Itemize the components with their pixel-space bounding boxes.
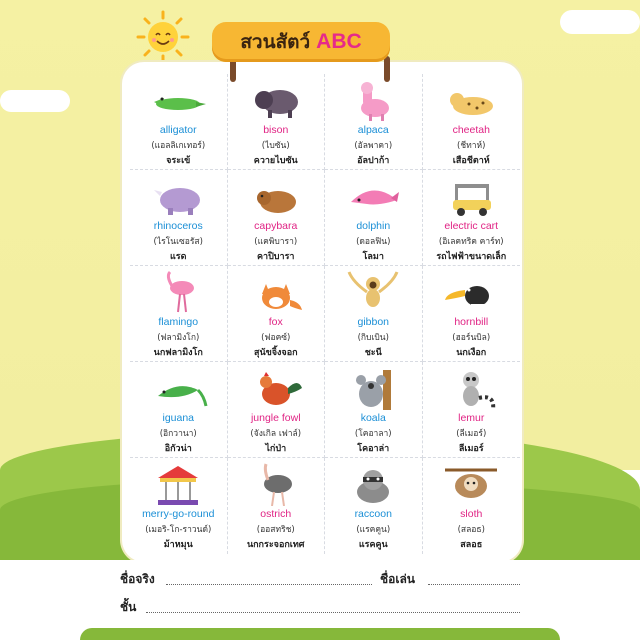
title-banner <box>212 22 390 62</box>
animal-card <box>130 266 228 362</box>
animal-english-name: bison <box>263 124 289 136</box>
animal-thai-name: สลอธ <box>460 540 483 550</box>
sloth-icon <box>441 462 501 506</box>
fox-icon <box>246 270 306 314</box>
animal-card <box>325 170 423 266</box>
animal-english-name: koala <box>360 412 386 424</box>
animal-card <box>130 362 228 458</box>
animal-thai-name: ชะนี <box>364 348 382 358</box>
capybara-icon <box>246 174 306 218</box>
animal-english-name: fox <box>268 316 283 328</box>
animal-english-name: ostrich <box>260 508 292 520</box>
name-label: ชื่อจริง <box>120 572 155 586</box>
animal-thai-name: รถไฟฟ้าขนาดเล็ก <box>436 252 507 262</box>
animal-pronunciation: (ฮอร์นบิล) <box>452 333 491 343</box>
raccoon-icon <box>343 462 403 506</box>
animal-card <box>130 458 228 554</box>
animal-card <box>228 362 326 458</box>
animal-pronunciation: (กิบเบิน) <box>357 333 389 343</box>
animal-pronunciation: (แอลลิเกเทอร์) <box>151 141 206 151</box>
animal-pronunciation: (ไรโนเซอรัส) <box>153 237 203 247</box>
animal-grid <box>130 74 520 554</box>
animal-pronunciation: (อิเลคทริค คาร์ท) <box>438 237 504 247</box>
animal-card <box>228 458 326 554</box>
cheetah-icon <box>441 78 501 122</box>
bison-icon <box>246 78 306 122</box>
animal-card <box>228 170 326 266</box>
animal-pronunciation: (อัลพาคา) <box>354 141 393 151</box>
animal-english-name: alligator <box>159 124 197 136</box>
animal-thai-name: ม้าหมุน <box>163 540 193 550</box>
animal-thai-name: นกฟลามิงโก <box>153 348 203 358</box>
animal-card <box>325 74 423 170</box>
lemur-icon <box>441 366 501 410</box>
animal-card <box>325 266 423 362</box>
nickname-field[interactable] <box>428 584 520 585</box>
alligator-icon <box>148 78 208 122</box>
animal-pronunciation: (ฟอคซ์) <box>261 333 291 343</box>
animal-pronunciation: (อิกวานา) <box>159 429 197 439</box>
animal-english-name: raccoon <box>354 508 392 520</box>
animal-pronunciation: (ฟลามิงโก) <box>157 333 200 343</box>
flamingo-icon <box>148 270 208 314</box>
animal-english-name: lemur <box>458 412 485 424</box>
cloud-right-icon <box>560 10 640 34</box>
gibbon-icon <box>343 270 403 314</box>
ostrich-icon <box>246 462 306 506</box>
animal-english-name: sloth <box>460 508 483 520</box>
animal-card <box>325 458 423 554</box>
alpaca-icon <box>343 78 403 122</box>
animal-card <box>228 74 326 170</box>
animal-thai-name: นกกระจอกเทศ <box>246 540 305 550</box>
animal-pronunciation: (จังเกิล เฟาล์) <box>250 429 302 439</box>
cloud-left-icon <box>0 90 70 112</box>
title-english: ABC <box>316 30 362 53</box>
animal-card <box>228 266 326 362</box>
animal-thai-name: ควายไบซัน <box>253 156 298 166</box>
hornbill-icon <box>441 270 501 314</box>
animal-card <box>130 170 228 266</box>
animal-pronunciation: (สลอธ) <box>457 525 485 535</box>
class-label: ชั้น <box>120 600 137 614</box>
animal-pronunciation: (ไบซัน) <box>261 141 290 151</box>
animal-english-name: dolphin <box>356 220 391 232</box>
animal-pronunciation: (ออสทริช) <box>256 525 295 535</box>
animal-thai-name: โลมา <box>362 252 384 262</box>
animal-pronunciation: (เมอริ-โก-ราวนด์) <box>145 525 212 535</box>
animal-thai-name: เสือชีตาห์ <box>452 156 490 166</box>
animal-card <box>423 74 521 170</box>
class-field[interactable] <box>146 612 520 613</box>
animal-english-name: cheetah <box>452 124 490 136</box>
merry-go-round-icon <box>148 462 208 506</box>
animal-english-name: iguana <box>162 412 195 424</box>
koala-icon <box>343 366 403 410</box>
animal-english-name: alpaca <box>357 124 389 136</box>
animal-card <box>325 362 423 458</box>
animal-pronunciation: (ดอลฟิน) <box>356 237 391 247</box>
animal-thai-name: คาปิบารา <box>257 252 295 262</box>
animal-english-name: gibbon <box>357 316 390 328</box>
animal-card <box>423 170 521 266</box>
electric-cart-icon <box>441 174 501 218</box>
animal-thai-name: อิกัวน่า <box>164 444 192 454</box>
name-field[interactable] <box>166 584 372 585</box>
iguana-icon <box>148 366 208 410</box>
animal-pronunciation: (โคอาลา) <box>354 429 392 439</box>
smiling-sun-icon <box>136 10 190 64</box>
rhinoceros-icon <box>148 174 208 218</box>
jungle-fowl-icon <box>246 366 306 410</box>
animal-thai-name: สุนัขจิ้งจอก <box>253 348 298 358</box>
animal-english-name: flamingo <box>158 316 199 328</box>
animal-english-name: electric cart <box>444 220 499 232</box>
animal-english-name: hornbill <box>454 316 489 328</box>
animal-english-name: capybara <box>254 220 298 232</box>
animal-card <box>130 74 228 170</box>
animal-thai-name: โคอาล่า <box>357 444 390 454</box>
animal-english-name: jungle fowl <box>250 412 301 424</box>
animal-english-name: rhinoceros <box>153 220 203 232</box>
animal-english-name: merry-go-round <box>142 508 215 520</box>
animal-card <box>423 266 521 362</box>
animal-thai-name: ลีเมอร์ <box>458 444 484 454</box>
animal-thai-name: จระเข้ <box>166 156 191 166</box>
animal-thai-name: แรคคูน <box>358 540 388 550</box>
animal-card <box>423 362 521 458</box>
bottom-grass-bar <box>80 628 560 640</box>
animal-thai-name: ไก่ป่า <box>265 444 287 454</box>
animal-thai-name: แรด <box>170 252 187 262</box>
animal-thai-name: นกเงือก <box>456 348 487 358</box>
animal-pronunciation: (ลีเมอร์) <box>456 429 487 439</box>
nickname-label: ชื่อเล่น <box>380 572 416 586</box>
animal-pronunciation: (แคพิบารา) <box>254 237 298 247</box>
dolphin-icon <box>343 174 403 218</box>
animal-pronunciation: (แรคคูน) <box>356 525 391 535</box>
animal-thai-name: อัลปาก้า <box>357 156 390 166</box>
animal-pronunciation: (ชีทาห์) <box>457 141 486 151</box>
title-thai: สวนสัตว์ <box>240 31 311 53</box>
animal-card <box>423 458 521 554</box>
